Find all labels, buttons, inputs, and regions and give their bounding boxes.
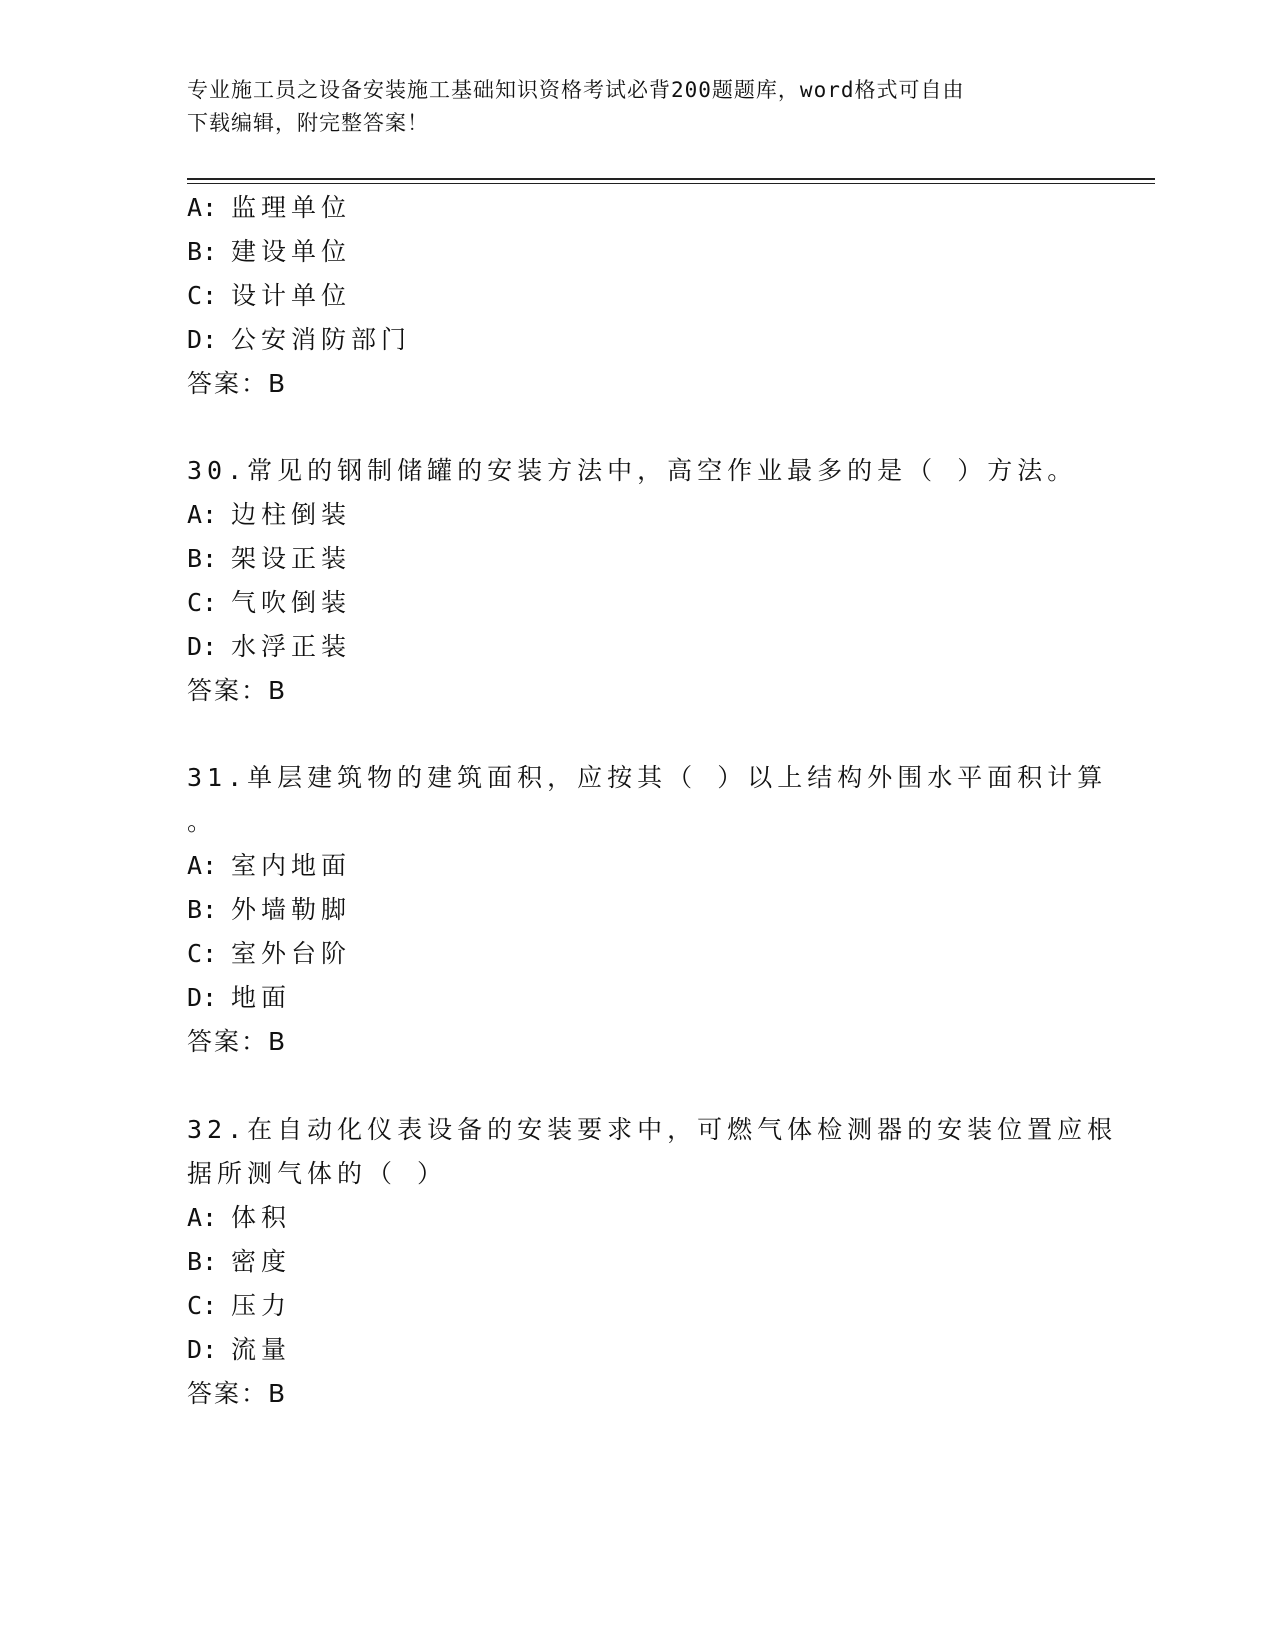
q32-option-d: D: 流量 xyxy=(187,1335,292,1364)
header-divider-bottom xyxy=(187,183,1155,184)
q32-option-c: C: 压力 xyxy=(187,1291,292,1320)
q30-option-b: B: 架设正装 xyxy=(187,544,352,573)
q29-option-d: D: 公安消防部门 xyxy=(187,325,412,354)
q29-option-c: C: 设计单位 xyxy=(187,281,352,310)
header-line-1: 专业施工员之设备安装施工基础知识资格考试必背200题题库，word格式可自由 xyxy=(187,78,965,102)
q31-option-d: D: 地面 xyxy=(187,983,292,1012)
q31-option-c: C: 室外台阶 xyxy=(187,939,352,968)
header-line-2: 下载编辑，附完整答案！ xyxy=(187,111,429,135)
q32-option-a: A: 体积 xyxy=(187,1203,292,1232)
q32-answer: 答案：B xyxy=(187,1379,288,1408)
q31-answer: 答案：B xyxy=(187,1027,288,1056)
q29-option-a: A: 监理单位 xyxy=(187,193,352,222)
q30-option-c: C: 气吹倒装 xyxy=(187,588,352,617)
q30-option-a: A: 边柱倒装 xyxy=(187,500,352,529)
q32-question-line-2: 据所测气体的（ ） xyxy=(187,1159,448,1188)
q31-question-line-2: 。 xyxy=(187,807,218,836)
q30-answer: 答案：B xyxy=(187,676,288,705)
document-header xyxy=(187,74,1067,140)
q31-option-a: A: 室内地面 xyxy=(187,851,352,880)
q30-question: 30.常见的钢制储罐的安装方法中，高空作业最多的是（ ）方法。 xyxy=(187,456,1078,485)
q31-question-line-1: 31.单层建筑物的建筑面积，应按其（ ）以上结构外围水平面积计算 xyxy=(187,763,1108,792)
q32-option-b: B: 密度 xyxy=(187,1247,292,1276)
header-divider-top xyxy=(187,178,1155,180)
q32-question-line-1: 32.在自动化仪表设备的安装要求中，可燃气体检测器的安装位置应根 xyxy=(187,1115,1118,1144)
q30-option-d: D: 水浮正装 xyxy=(187,632,352,661)
q31-option-b: B: 外墙勒脚 xyxy=(187,895,352,924)
q29-option-b: B: 建设单位 xyxy=(187,237,352,266)
q29-answer: 答案：B xyxy=(187,369,288,398)
